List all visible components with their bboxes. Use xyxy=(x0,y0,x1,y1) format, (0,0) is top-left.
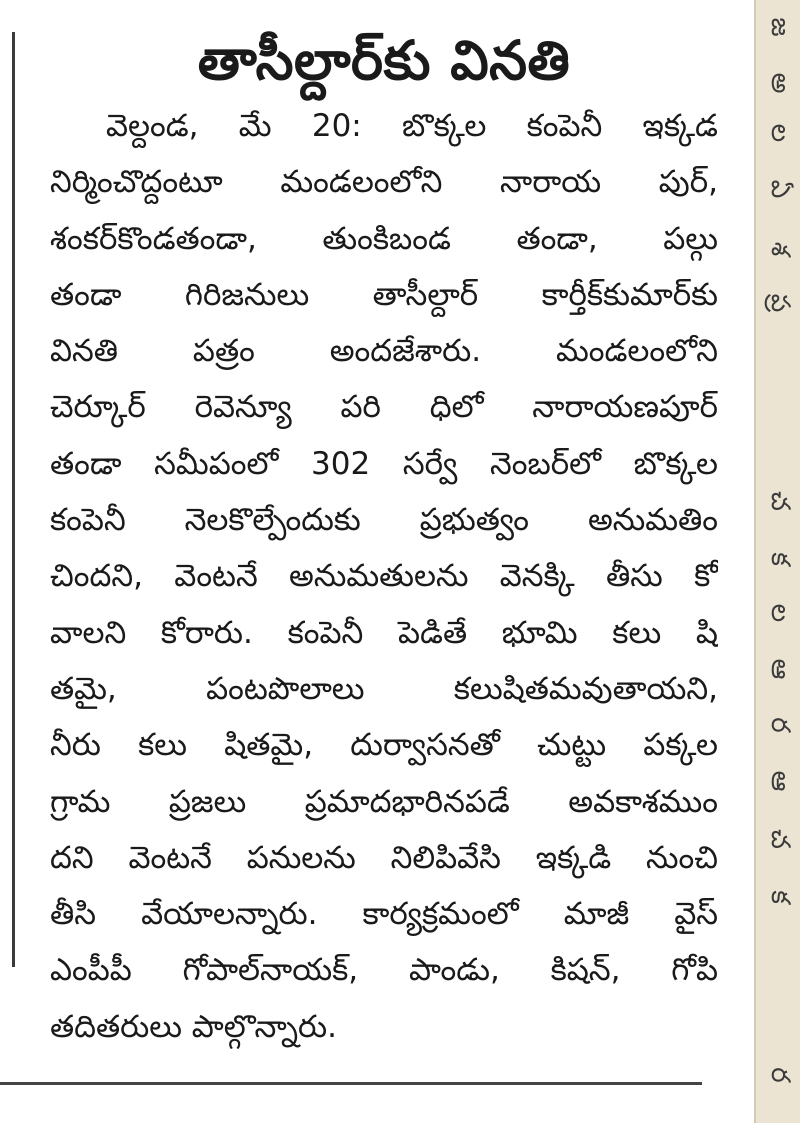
adjacent-column-glyph: అ xyxy=(765,72,795,94)
adjacent-column-glyph: జ xyxy=(765,17,795,37)
article-headline: తాసీల్దార్‌కు వినతి xyxy=(197,29,571,92)
article-body xyxy=(50,98,718,1055)
adjacent-column-glyph: ల xyxy=(765,603,795,623)
adjacent-column-glyph: ఆ xyxy=(765,658,795,680)
adjacent-column-glyph: ప్ర xyxy=(765,293,795,313)
article-line: శంకర్‌కొండతండా, తుంకిబండ తండా, పల్గు xyxy=(50,220,718,257)
adjacent-column-glyph: చ xyxy=(765,829,795,849)
article-line: తమై, పంటపొలాలు కలుషితమవుతాయని, xyxy=(50,670,718,707)
article-line: ఎంపీపీ గోపాల్‌నాయక్, పాండు, కిషన్, గోపి xyxy=(50,952,718,989)
article-line: నీరు కలు షితమై, దుర్వాసనతో చుట్టు పక్కల xyxy=(50,727,718,764)
adjacent-column-glyph: క xyxy=(765,552,795,566)
adjacent-column-strip xyxy=(754,0,800,1123)
article-line: నిర్మించొద్దంటూ మండలంలోని నారాయ పుర్, xyxy=(50,164,718,201)
article-line: వెల్దండ, మే 20: బొక్కల కంపెనీ ఇక్కడ xyxy=(106,108,718,144)
adjacent-column-glyph: చ xyxy=(765,491,795,511)
article-line: తండా సమీపంలో 302 సర్వే నెంబర్‌లో బొక్కల xyxy=(50,445,718,482)
article-line: చిందని, వెంటనే అనుమతులను వెనక్కి తీసు కో xyxy=(50,558,718,595)
adjacent-column-glyph: శ xyxy=(765,241,795,257)
article-bottom-rule xyxy=(0,1082,702,1085)
article-line: కంపెనీ నెలకొల్పేందుకు ప్రభుత్వం అనుమతిం xyxy=(50,502,718,539)
adjacent-column-glyph: ల xyxy=(765,123,795,143)
article-line: గ్రామ ప్రజలు ప్రమాదభారినపడే అవకాశముం xyxy=(50,783,718,820)
article-line: చెర్కూర్ రెవెన్యూ పరి ధిలో నారాయణపూర్ xyxy=(50,389,718,426)
left-column-rule xyxy=(12,32,15,967)
adjacent-column-glyph: ర xyxy=(765,1067,795,1083)
article-line: వినతి పత్రం అందజేశారు. మండలంలోని xyxy=(50,333,718,370)
article-line: తదితరులు పాల్గొన్నారు. xyxy=(50,1008,337,1045)
article-line: దని వెంటనే పనులను నిలిపివేసి ఇక్కడి నుంచి xyxy=(50,839,718,876)
article-line: వాలని కోరారు. కంపెనీ పెడితే భూమి కలు షి xyxy=(50,614,718,651)
adjacent-column-glyph: క xyxy=(765,890,795,904)
article-line: తండా గిరిజనులు తాసీల్దార్ కార్తీక్‌కుమార్‌కు xyxy=(50,276,718,313)
adjacent-column-glyph: ఏ xyxy=(765,179,795,199)
news-article xyxy=(50,28,718,1055)
article-line: తీసి వేయాలన్నారు. కార్యక్రమంలో మాజీ వైస్ xyxy=(50,896,718,933)
adjacent-column-glyph: ర xyxy=(765,717,795,733)
adjacent-column-glyph: ఆ xyxy=(765,770,795,792)
